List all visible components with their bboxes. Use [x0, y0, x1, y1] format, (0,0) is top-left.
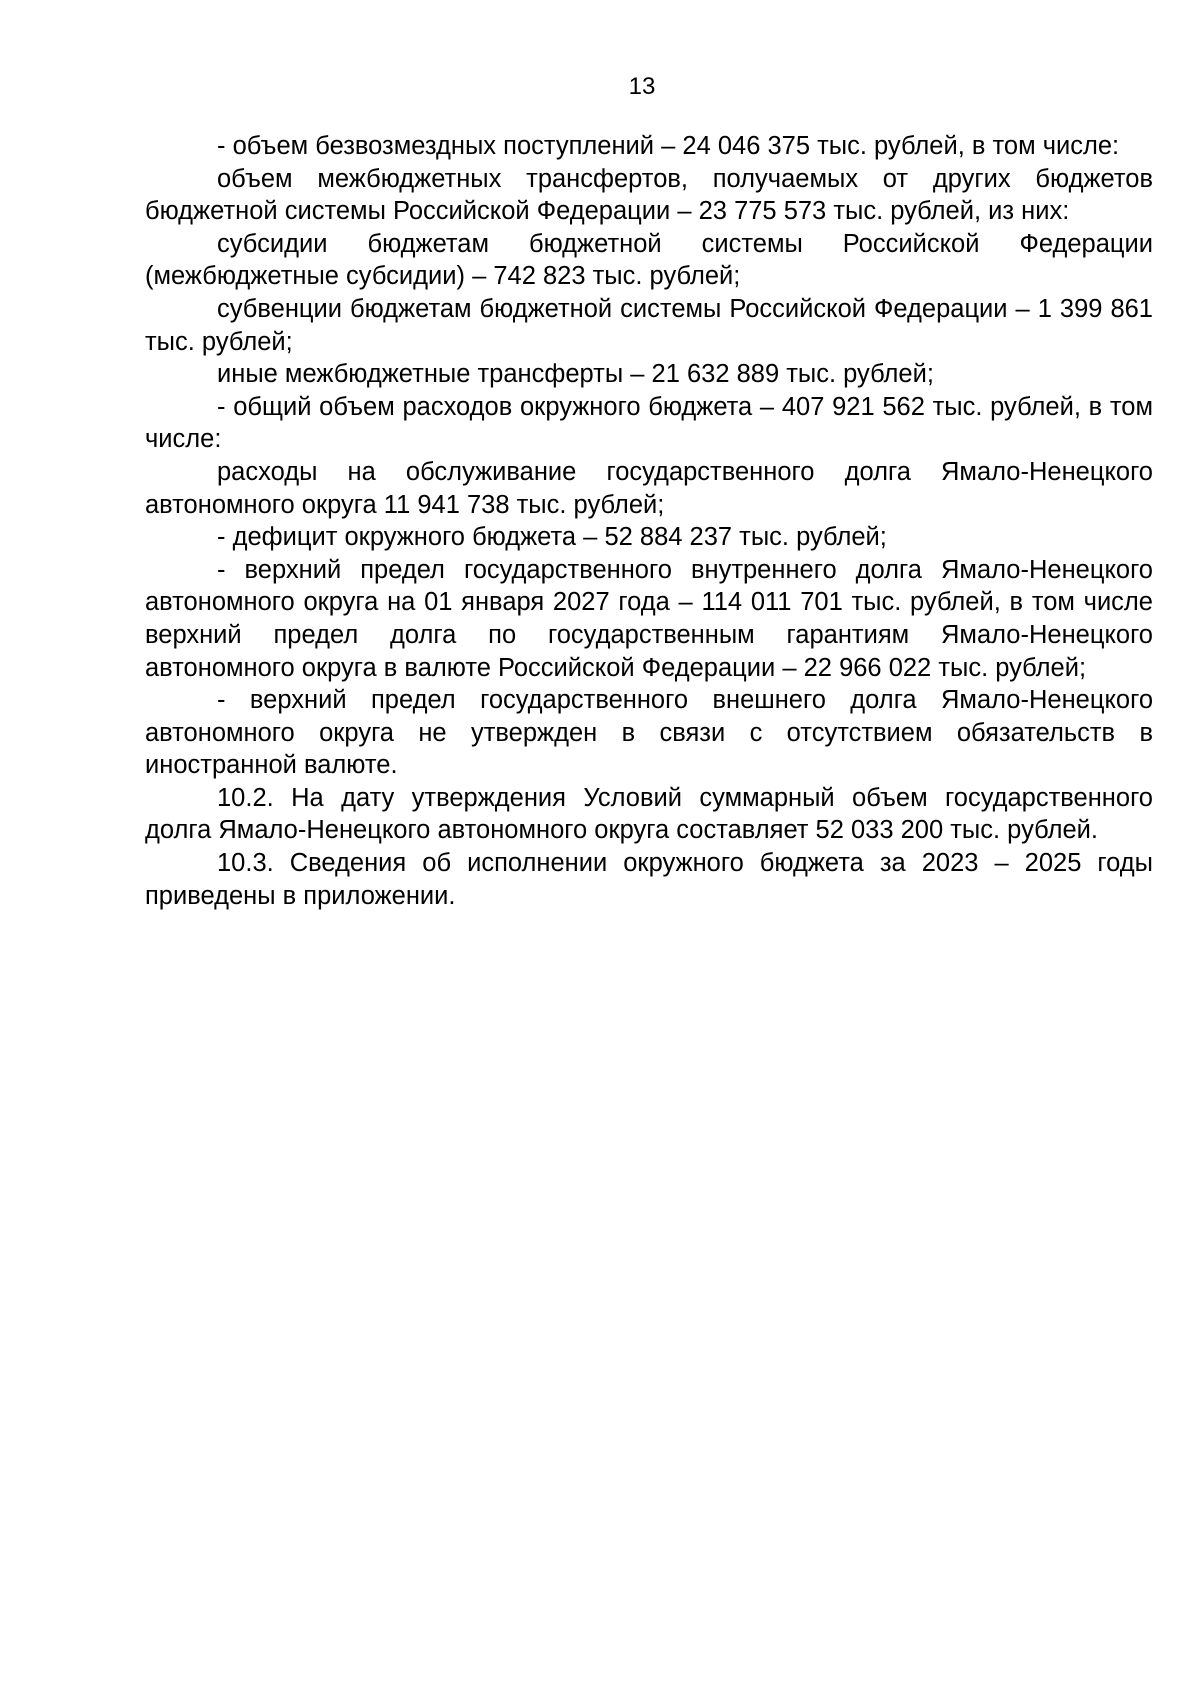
- paragraph-external-debt-limit: - верхний предел государственного внешнего долга Ямало-Ненецкого автономного округа не утвержден в связи с отсутствием обязательств в иностранной валюте.: [145, 686, 1153, 780]
- page-number: 13: [628, 73, 656, 100]
- paragraph-section-10-2: 10.2. На дату утверждения Условий суммарный объем государственного долга Ямало-Ненецкого автономного округа составляет 52 033 200 тыс. рублей.: [145, 783, 1153, 845]
- paragraph-debt-service: расходы на обслуживание государственного долга Ямало-Ненецкого автономного округа 11 941 738 тыс. рублей;: [145, 457, 1153, 519]
- paragraph-subventions: субвенции бюджетам бюджетной системы Российской Федерации – 1 399 861 тыс. рублей;: [145, 294, 1153, 356]
- paragraph-grants-total: - объем безвозмездных поступлений – 24 046 375 тыс. рублей, в том числе:: [217, 132, 1120, 160]
- paragraph-subsidies: субсидии бюджетам бюджетной системы Российской Федерации (межбюджетные субсидии) – 742 823 тыс. рублей;: [145, 229, 1153, 291]
- document-body: [145, 130, 1153, 912]
- paragraph-total-expenses: - общий объем расходов окружного бюджета – 407 921 562 тыс. рублей, в том числе:: [145, 392, 1153, 454]
- paragraph-section-10-3: 10.3. Сведения об исполнении окружного бюджета за 2023 – 2025 годы приведены в приложении.: [145, 849, 1153, 910]
- paragraph-interbudget-transfers: объем межбюджетных трансфертов, получаемых от других бюджетов бюджетной системы Российской Федерации – 23 775 573 тыс. рублей, из них:: [145, 164, 1153, 226]
- paragraph-deficit: - дефицит окружного бюджета – 52 884 237 тыс. рублей;: [217, 523, 887, 552]
- paragraph-internal-debt-limit: - верхний предел государственного внутреннего долга Ямало-Ненецкого автономного округа на 01 января 2027 года – 114 011 701 тыс. рублей, в том числе верхний предел долга по государственным гарантиям Ямало-Ненецкого автономного округа в валюте Российской Федерации – 22 966 022 тыс. рублей;: [145, 555, 1153, 682]
- paragraph-other-transfers: иные межбюджетные трансферты – 21 632 889 тыс. рублей;: [217, 360, 934, 389]
